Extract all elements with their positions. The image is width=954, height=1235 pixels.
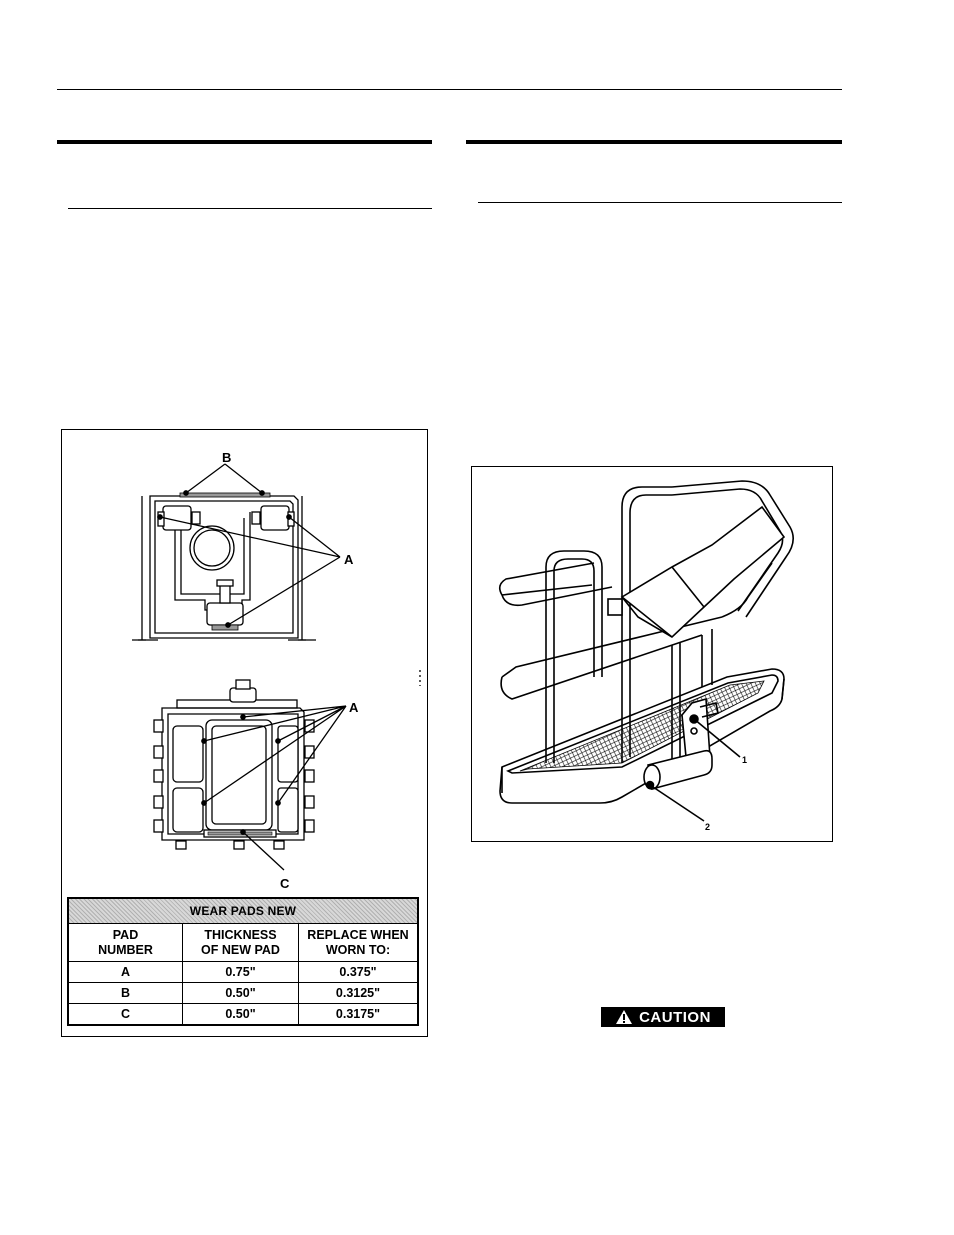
callout-b: B	[222, 450, 232, 465]
cell-replace: 0.3175"	[299, 1004, 419, 1026]
caution-badge	[601, 1007, 725, 1027]
wear-pads-figure	[61, 429, 428, 1037]
cell-pad: C	[68, 1004, 183, 1026]
table-row	[68, 962, 418, 983]
cell-thickness: 0.75"	[183, 962, 299, 983]
right-section-rule-thick	[466, 140, 842, 144]
col-header-replace: REPLACE WHEN WORN TO:	[299, 924, 419, 962]
table-row	[68, 983, 418, 1004]
cell-pad: B	[68, 983, 183, 1004]
wear-pads-diagram	[62, 430, 429, 900]
header-rule	[57, 89, 842, 90]
callout-1: 1	[742, 755, 748, 765]
platform-basket-diagram	[472, 467, 834, 843]
wear-pads-table-title: WEAR PADS NEW	[68, 898, 418, 924]
cell-thickness: 0.50"	[183, 1004, 299, 1026]
caution-label: CAUTION	[639, 1008, 711, 1026]
col-header-thickness: THICKNESS OF NEW PAD	[183, 924, 299, 962]
left-subsection-rule	[68, 208, 432, 209]
left-section-rule-thick	[57, 140, 432, 144]
cell-thickness: 0.50"	[183, 983, 299, 1004]
platform-basket-figure	[471, 466, 833, 842]
right-subsection-rule	[478, 202, 842, 203]
callout-a-bottom: A	[349, 700, 359, 715]
table-row	[68, 1004, 418, 1026]
col-header-pad-number: PAD NUMBER	[68, 924, 183, 962]
callout-2: 2	[705, 822, 711, 832]
callout-c: C	[280, 876, 290, 891]
wear-pads-table	[67, 897, 419, 1026]
cell-pad: A	[68, 962, 183, 983]
cell-replace: 0.375"	[299, 962, 419, 983]
warning-triangle-icon	[615, 1009, 633, 1025]
cell-replace: 0.3125"	[299, 983, 419, 1004]
callout-a-top: A	[344, 552, 354, 567]
